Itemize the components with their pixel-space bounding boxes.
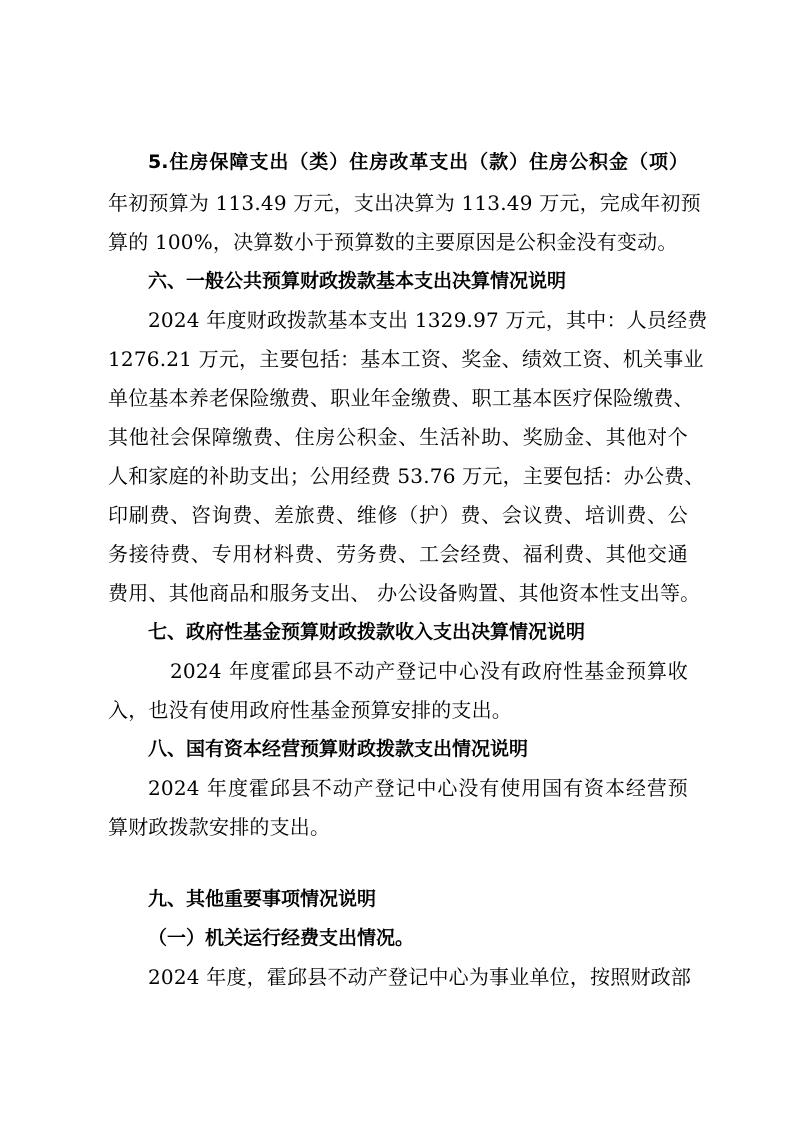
paragraph-line: 入，也没有使用政府性基金预算安排的支出。 <box>108 698 512 722</box>
section-heading: 九、其他重要事项情况说明 <box>148 888 377 910</box>
paragraph-line: 印刷费、咨询费、差旅费、维修（护）费、会议费、培训费、公 <box>108 503 688 527</box>
section-heading: 5.住房保障支出（类）住房改革支出（款）住房公积金（项） <box>148 151 688 173</box>
paragraph-line: 费用、其他商品和服务支出、 办公设备购置、其他资本性支出等。 <box>108 581 701 605</box>
paragraph-line: 1276.21 万元，主要包括：基本工资、奖金、绩效工资、机关事业 <box>108 347 704 371</box>
paragraph-line: 2024 年度霍邱县不动产登记中心没有使用国有资本经营预 <box>148 776 688 800</box>
paragraph-line: 人和家庭的补助支出；公用经费 53.76 万元，主要包括：办公费、 <box>108 464 705 488</box>
paragraph-line: 单位基本养老保险缴费、职业年金缴费、职工基本医疗保险缴费、 <box>108 386 694 410</box>
section-heading: 六、一般公共预算财政拨款基本支出决算情况说明 <box>148 270 567 292</box>
paragraph-line: 算财政拨款安排的支出。 <box>108 815 331 839</box>
paragraph-line: 算的 100%，决算数小于预算数的主要原因是公积金没有变动。 <box>108 230 678 254</box>
paragraph-line: 务接待费、专用材料费、劳务费、工会经费、福利费、其他交通 <box>108 542 688 566</box>
paragraph-line: 2024 年度财政拨款基本支出 1329.97 万元，其中：人员经费 <box>148 308 708 332</box>
section-heading: 七、政府性基金预算财政拨款收入支出决算情况说明 <box>148 621 586 643</box>
paragraph-line: 其他社会保障缴费、住房公积金、生活补助、奖励金、其他对个 <box>108 425 688 449</box>
paragraph-line: 2024 年度，霍邱县不动产登记中心为事业单位，按照财政部 <box>148 965 692 989</box>
paragraph-line: 年初预算为 113.49 万元，支出决算为 113.49 万元，完成年初预 <box>108 191 701 215</box>
section-heading: 八、国有资本经营预算财政拨款支出情况说明 <box>148 738 529 760</box>
section-heading: （一）机关运行经费支出情况。 <box>148 927 415 949</box>
paragraph-line: 2024 年度霍邱县不动产登记中心没有政府性基金预算收 <box>170 659 688 683</box>
